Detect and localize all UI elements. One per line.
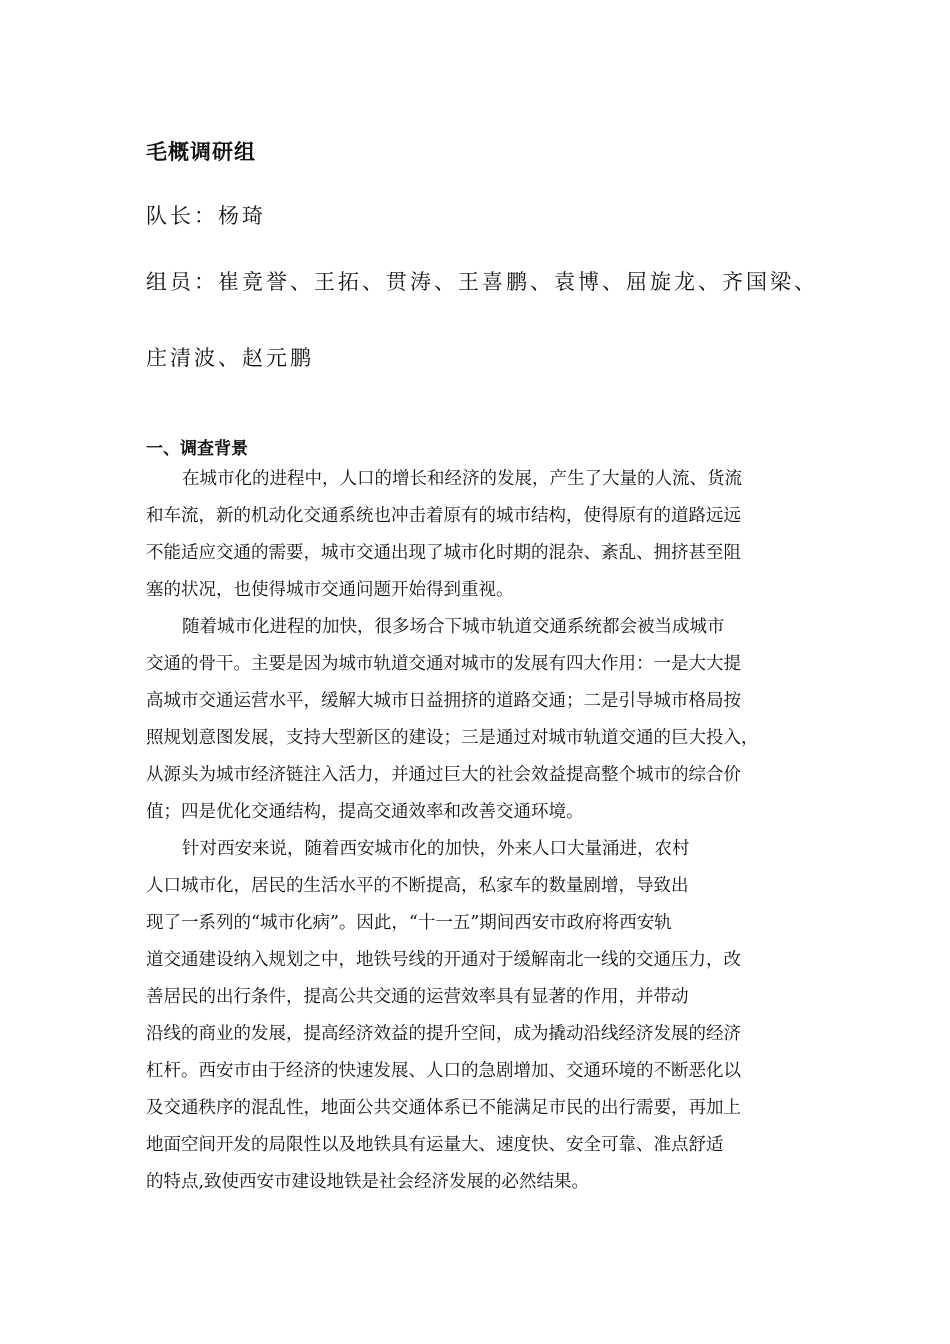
paragraph-3-line-1: 针对西安来说，随着西安城市化的加快，外来人口大量涌进，农村 xyxy=(182,839,690,859)
paragraph-2-line-3: 高城市交通运营水平，缓解大城市日益拥挤的道路交通；二是引导城市格局按 xyxy=(146,691,741,711)
paragraph-2-line-1: 随着城市化进程的加快，很多场合下城市轨道交通系统都会被当成城市 xyxy=(182,617,725,637)
paragraph-3-line-7: 杠杆。西安市由于经济的快速发展、人口的急剧增加、交通环境的不断恶化以 xyxy=(146,1061,741,1081)
team-members-line-2: 庄清波、赵元鹏 xyxy=(146,346,314,370)
paragraph-3-line-5: 善居民的出行条件，提高公共交通的运营效率具有显著的作用，并带动 xyxy=(146,987,689,1007)
team-members-line-1: 组员：崔竟誉、王拓、贯涛、王喜鹏、袁博、屈旋龙、齐国梁、 xyxy=(146,270,818,294)
section-heading: 一、调查背景 xyxy=(146,439,248,459)
paragraph-2-line-6: 值；四是优化交通结构，提高交通效率和改善交通环境。 xyxy=(146,802,584,822)
paragraph-2-line-4: 照规划意图发展，支持大型新区的建设；三是通过对城市轨道交通的巨大投入， xyxy=(146,728,759,748)
paragraph-3-line-9: 地面空间开发的局限性以及地铁具有运量大、速度快、安全可靠、准点舒适 xyxy=(146,1135,724,1155)
paragraph-1-line-3: 不能适应交通的需要，城市交通出现了城市化时期的混杂、紊乱、拥挤甚至阻 xyxy=(146,543,741,563)
paragraph-2-line-2: 交通的骨干。主要是因为城市轨道交通对城市的发展有四大作用：一是大大提 xyxy=(146,654,741,674)
paragraph-2-line-5: 从源头为城市经济链注入活力，并通过巨大的社会效益提高整个城市的综合价 xyxy=(146,765,741,785)
paragraph-3-line-3: 现了一系列的“城市化病”。因此，“十一五”期间西安市政府将西安轨 xyxy=(146,913,672,933)
paragraph-1-line-4: 塞的状况，也使得城市交通问题开始得到重视。 xyxy=(146,580,514,600)
group-title: 毛概调研组 xyxy=(146,139,256,164)
paragraph-1-line-2: 和车流，新的机动化交通系统也冲击着原有的城市结构，使得原有的道路远远 xyxy=(146,506,741,526)
paragraph-1-line-1: 在城市化的进程中，人口的增长和经济的发展，产生了大量的人流、货流 xyxy=(182,469,742,489)
paragraph-3-line-8: 及交通秩序的混乱性，地面公共交通体系已不能满足市民的出行需要，再加上 xyxy=(146,1098,741,1118)
paragraph-3-line-10: 的特点,致使西安市建设地铁是社会经济发展的必然结果。 xyxy=(146,1172,590,1192)
team-captain: 队长：杨琦 xyxy=(146,204,266,228)
paragraph-3-line-6: 沿线的商业的发展，提高经济效益的提升空间，成为撬动沿线经济发展的经济 xyxy=(146,1024,741,1044)
paragraph-3-line-4: 道交通建设纳入规划之中，地铁号线的开通对于缓解南北一线的交通压力，改 xyxy=(146,950,741,970)
paragraph-3-line-2: 人口城市化，居民的生活水平的不断提高，私家车的数量剧增，导致出 xyxy=(146,876,689,896)
